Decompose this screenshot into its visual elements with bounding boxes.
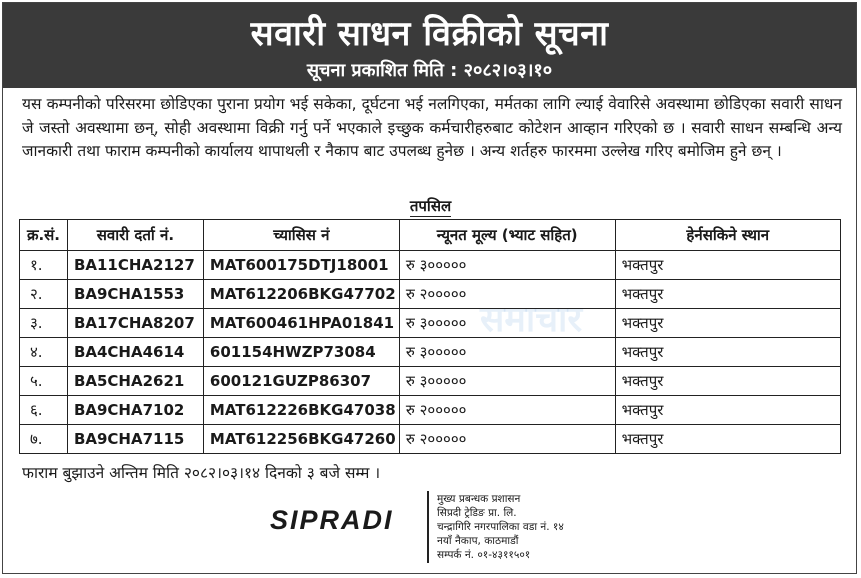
cell-chassis: MAT612226BKG47038	[203, 396, 399, 425]
cell-chassis: 600121GUZP86307	[203, 367, 399, 396]
cell-price: रु ३०००००	[399, 251, 615, 280]
details-heading	[0, 196, 861, 216]
col-header-place: हेर्नसकिने स्थान	[615, 220, 840, 251]
cell-place: भक्तपुर	[615, 251, 840, 280]
col-header-reg: सवारी दर्ता नं.	[67, 220, 203, 251]
cell-reg: BA11CHA2127	[67, 251, 203, 280]
sipradi-logo: SIPRADI	[270, 505, 394, 535]
cell-reg: BA9CHA7102	[67, 396, 203, 425]
col-header-sn: क्र.सं.	[20, 220, 68, 251]
contact-line: मुख्य प्रबन्धक प्रशासन	[437, 493, 521, 505]
cell-reg: BA4CHA4614	[67, 338, 203, 367]
table-row	[20, 280, 841, 309]
cell-place: भक्तपुर	[615, 367, 840, 396]
cell-reg: BA9CHA7115	[67, 425, 203, 454]
notice-title: सवारी साधन विक्रीको सूचना	[250, 14, 609, 54]
table-row	[20, 338, 841, 367]
cell-place: भक्तपुर	[615, 425, 840, 454]
cell-sn: ३.	[20, 309, 68, 338]
cell-sn: ६.	[20, 396, 68, 425]
cell-price: रु ३०००००	[399, 367, 615, 396]
col-header-price: न्यूनत मूल्य (भ्याट सहित)	[399, 220, 615, 251]
contact-line: सिप्रदी ट्रेडिङ प्रा. लि.	[437, 507, 517, 519]
contact-line: नयाँ नैकाप, काठमाडौं	[437, 535, 519, 547]
cell-sn: ४.	[20, 338, 68, 367]
table-row	[20, 367, 841, 396]
table-row	[20, 396, 841, 425]
notice-header	[3, 3, 856, 88]
cell-price: रु २०००००	[399, 396, 615, 425]
cell-chassis: MAT612206BKG47702	[203, 280, 399, 309]
table-row	[20, 251, 841, 280]
cell-reg: BA17CHA8207	[67, 309, 203, 338]
table-header-row	[20, 220, 841, 251]
table-row	[20, 425, 841, 454]
cell-chassis: MAT600175DTJ18001	[203, 251, 399, 280]
table-row	[20, 309, 841, 338]
cell-place: भक्तपुर	[615, 309, 840, 338]
divider	[427, 491, 429, 563]
submission-deadline: फाराम बुझाउने अन्तिम मिति २०८२।०३।१४ दिनको ३ बजे सम्म ।	[22, 464, 381, 482]
contact-line: सम्पर्क नं. ०१-४३११५०१	[437, 549, 531, 561]
vehicle-table	[19, 219, 841, 454]
cell-price: रु २०००००	[399, 280, 615, 309]
cell-chassis: 601154HWZP73084	[203, 338, 399, 367]
cell-chassis: MAT612256BKG47260	[203, 425, 399, 454]
cell-price: रु २०००००	[399, 425, 615, 454]
cell-reg: BA5CHA2621	[67, 367, 203, 396]
cell-sn: १.	[20, 251, 68, 280]
cell-place: भक्तपुर	[615, 396, 840, 425]
cell-place: भक्तपुर	[615, 280, 840, 309]
cell-sn: २.	[20, 280, 68, 309]
cell-price: रु ३०००००	[399, 338, 615, 367]
cell-reg: BA9CHA1553	[67, 280, 203, 309]
cell-place: भक्तपुर	[615, 338, 840, 367]
cell-chassis: MAT600461HPA01841	[203, 309, 399, 338]
contact-block	[437, 492, 564, 562]
cell-sn: ५.	[20, 367, 68, 396]
watermark: समाचार	[480, 299, 583, 340]
notice-body: यस कम्पनीको परिसरमा छोडिएका पुराना प्रयोग भई सकेका, दूर्घटना भई नलगिएका, मर्मतका लागि ल्याई वेवारिसे अवस्थामा छोडिएका सवारी साधन जे जस्तो अवस्थामा छन्, सोही अवस्थामा विक्री गर्नु पर्ने भएकाले इच्छुक कर्मचारीहरुबाट कोटेशन आव्हान गरिएको छ । सवारी साधन सम्बन्धि अन्य जानकारी तथा फाराम कम्पनीको कार्यालय थापाथली र नैकाप बाट उपलब्ध हुनेछ । अन्य शर्तहरु फारममा उल्लेख गरिए बमोजिम हुने छन् ।	[22, 95, 842, 160]
published-date: सूचना प्रकाशित मिति : २०८२।०३।१०	[306, 60, 553, 81]
contact-line: चन्द्रागिरि नगरपालिका वडा नं. १४	[437, 521, 564, 533]
cell-price: रु ३०००००	[399, 309, 615, 338]
col-header-chassis: च्यासिस नं	[203, 220, 399, 251]
cell-sn: ७.	[20, 425, 68, 454]
details-heading-text: तपसिल	[409, 197, 452, 215]
